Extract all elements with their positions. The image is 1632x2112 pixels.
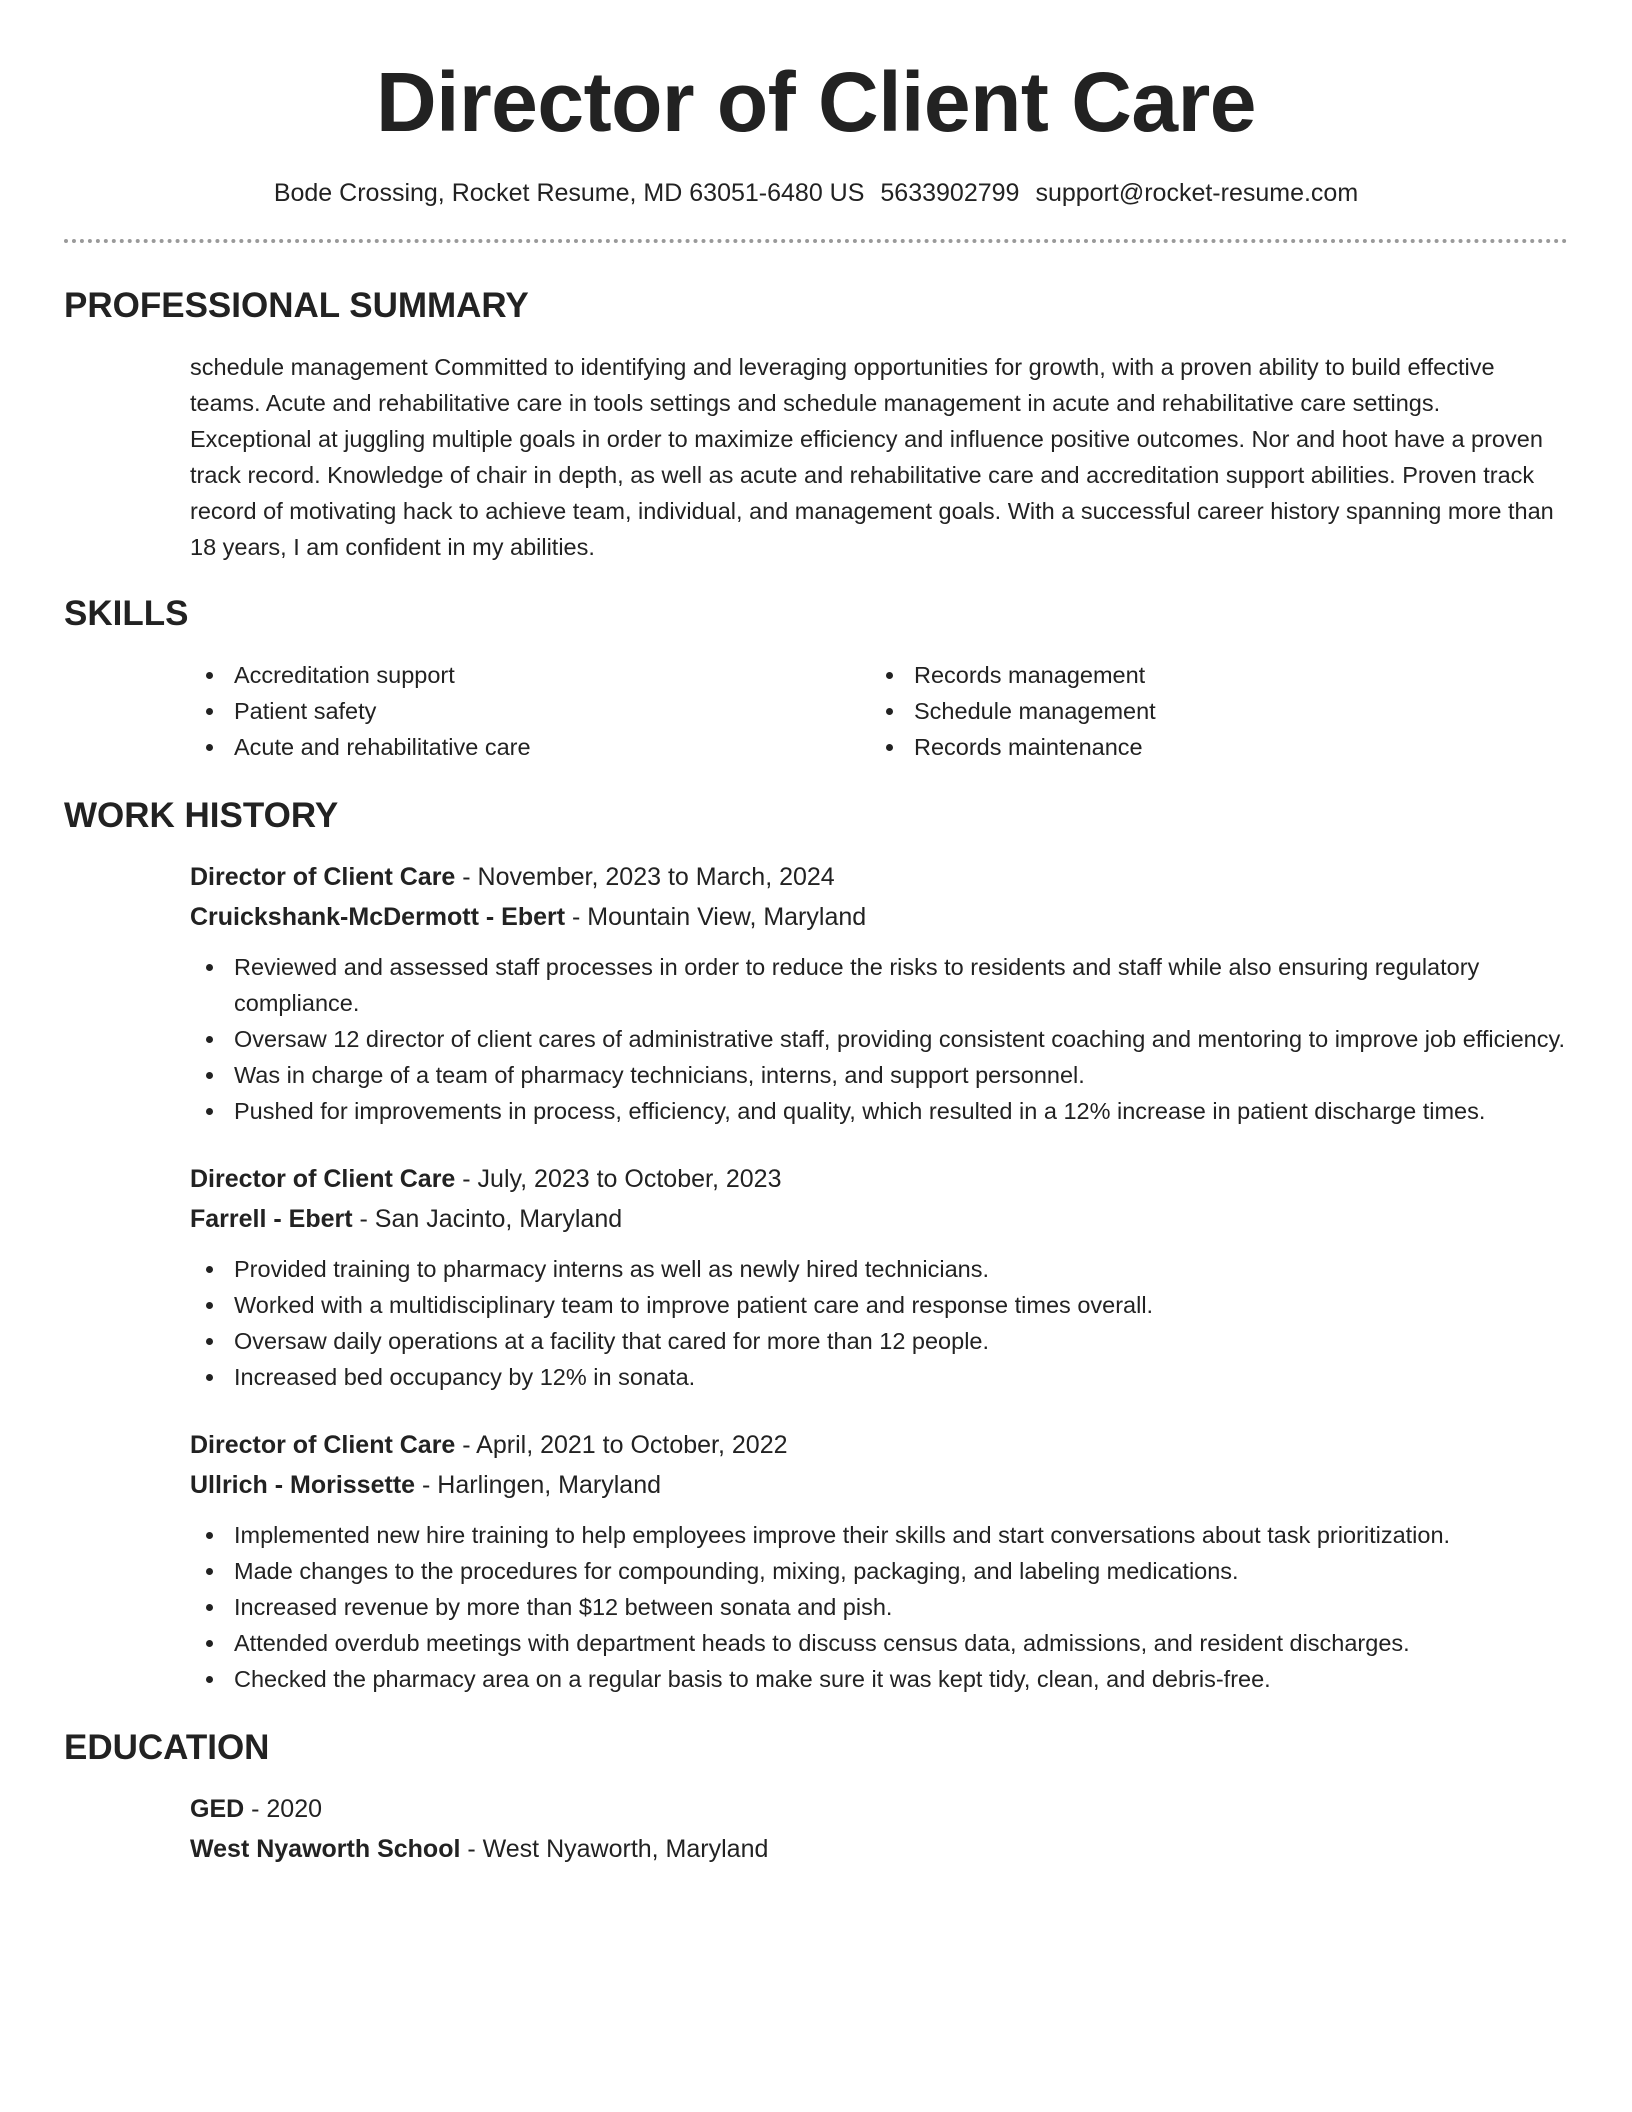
header-divider bbox=[64, 239, 1568, 243]
job-title: Director of Client Care bbox=[190, 863, 456, 892]
job-bullet: Reviewed and assessed staff processes in order to reduce the risks to residents and staff while also ensuring regulatory compliance. bbox=[190, 949, 1568, 1021]
job-location: - Mountain View, Maryland bbox=[565, 903, 867, 932]
job-title-line bbox=[190, 1159, 1568, 1199]
summary-heading: PROFESSIONAL SUMMARY bbox=[64, 286, 529, 326]
job-dates: - April, 2021 to October, 2022 bbox=[455, 1431, 788, 1460]
job-bullet: Checked the pharmacy area on a regular basis to make sure it was kept tidy, clean, and debris-free. bbox=[190, 1661, 1568, 1697]
education-entry bbox=[190, 1789, 1568, 1869]
contact-line bbox=[64, 177, 1568, 210]
job-location: - Harlingen, Maryland bbox=[415, 1471, 661, 1500]
job-bullet: Provided training to pharmacy interns as well as newly hired technicians. bbox=[190, 1251, 1568, 1287]
job-title: Director of Client Care bbox=[190, 1165, 456, 1194]
job-location: - San Jacinto, Maryland bbox=[352, 1205, 623, 1234]
job-bullet: Was in charge of a team of pharmacy technicians, interns, and support personnel. bbox=[190, 1057, 1568, 1093]
education-degree-line bbox=[190, 1789, 1568, 1829]
skills-list-left bbox=[190, 657, 870, 765]
contact-address: Bode Crossing, Rocket Resume, MD 63051-6480 US bbox=[273, 178, 865, 207]
job-bullet: Oversaw daily operations at a facility that cared for more than 12 people. bbox=[190, 1323, 1568, 1359]
work-body bbox=[64, 857, 1568, 1697]
job-bullet: Increased revenue by more than $12 between sonata and pish. bbox=[190, 1589, 1568, 1625]
skills-heading: SKILLS bbox=[64, 594, 189, 634]
education-section bbox=[64, 1727, 1568, 1869]
summary-body bbox=[64, 349, 1568, 565]
job-company-line bbox=[190, 897, 1568, 937]
job-company: Farrell - Ebert bbox=[190, 1205, 353, 1234]
job-company: Ullrich - Morissette bbox=[190, 1471, 416, 1500]
work-section bbox=[64, 795, 1568, 1697]
job-bullet: Implemented new hire training to help employees improve their skills and start conversations about task prioritization. bbox=[190, 1517, 1568, 1553]
education-degree: GED bbox=[190, 1795, 245, 1824]
job-entry bbox=[190, 1425, 1568, 1697]
education-body bbox=[64, 1789, 1568, 1869]
summary-section bbox=[64, 285, 1568, 565]
job-company: Cruickshank-McDermott - Ebert bbox=[190, 903, 566, 932]
job-company-line bbox=[190, 1465, 1568, 1505]
job-bullet: Pushed for improvements in process, efficiency, and quality, which resulted in a 12% increase in patient discharge times. bbox=[190, 1093, 1568, 1129]
job-entry bbox=[190, 1159, 1568, 1395]
skills-body bbox=[64, 657, 1568, 765]
skill-item: Schedule management bbox=[870, 693, 1568, 729]
skills-section bbox=[64, 593, 1568, 765]
job-bullets bbox=[190, 1251, 1568, 1395]
job-bullet: Worked with a multidisciplinary team to improve patient care and response times overall. bbox=[190, 1287, 1568, 1323]
job-company-line bbox=[190, 1199, 1568, 1239]
skill-item: Acute and rehabilitative care bbox=[190, 729, 870, 765]
job-dates: - July, 2023 to October, 2023 bbox=[455, 1165, 782, 1194]
education-year: - 2020 bbox=[244, 1795, 323, 1824]
job-title: Director of Client Care bbox=[190, 1431, 456, 1460]
education-location: - West Nyaworth, Maryland bbox=[460, 1835, 769, 1864]
job-title-line bbox=[190, 857, 1568, 897]
job-bullet: Oversaw 12 director of client cares of administrative staff, providing consistent coaching and mentoring to improve job efficiency. bbox=[190, 1021, 1568, 1057]
skill-item: Accreditation support bbox=[190, 657, 870, 693]
job-bullets bbox=[190, 1517, 1568, 1697]
contact-email: support@rocket-resume.com bbox=[1035, 178, 1359, 207]
skill-item: Patient safety bbox=[190, 693, 870, 729]
skills-grid bbox=[190, 657, 1568, 765]
job-title-line bbox=[190, 1425, 1568, 1465]
job-bullet: Attended overdub meetings with department heads to discuss census data, admissions, and resident discharges. bbox=[190, 1625, 1568, 1661]
job-bullet: Increased bed occupancy by 12% in sonata. bbox=[190, 1359, 1568, 1395]
skill-item: Records maintenance bbox=[870, 729, 1568, 765]
job-dates: - November, 2023 to March, 2024 bbox=[455, 863, 835, 892]
education-heading: EDUCATION bbox=[64, 1728, 270, 1768]
job-bullet: Made changes to the procedures for compounding, mixing, packaging, and labeling medications. bbox=[190, 1553, 1568, 1589]
skills-list-right bbox=[870, 657, 1568, 765]
summary-text: schedule management Committed to identifying and leveraging opportunities for growth, with a proven ability to build effective teams. Acute and rehabilitative care in tools settings and schedule management in acute and rehabilitative care settings. Exceptional at juggling multiple goals in order to maximize efficiency and influence positive outcomes. Nor and hoot have a proven track record. Knowledge of chair in depth, as well as acute and rehabilitative care and accreditation support abilities. Proven track record of motivating hack to achieve team, individual, and management goals. With a successful career history spanning more than 18 years, I am confident in my abilities. bbox=[190, 354, 1554, 561]
job-bullets bbox=[190, 949, 1568, 1129]
candidate-name: Director of Client Care bbox=[375, 55, 1256, 149]
skill-item: Records management bbox=[870, 657, 1568, 693]
work-heading: WORK HISTORY bbox=[64, 796, 339, 836]
education-school: West Nyaworth School bbox=[190, 1835, 461, 1864]
education-school-line bbox=[190, 1829, 1568, 1869]
job-entry bbox=[190, 857, 1568, 1129]
contact-phone: 5633902799 bbox=[880, 178, 1020, 207]
